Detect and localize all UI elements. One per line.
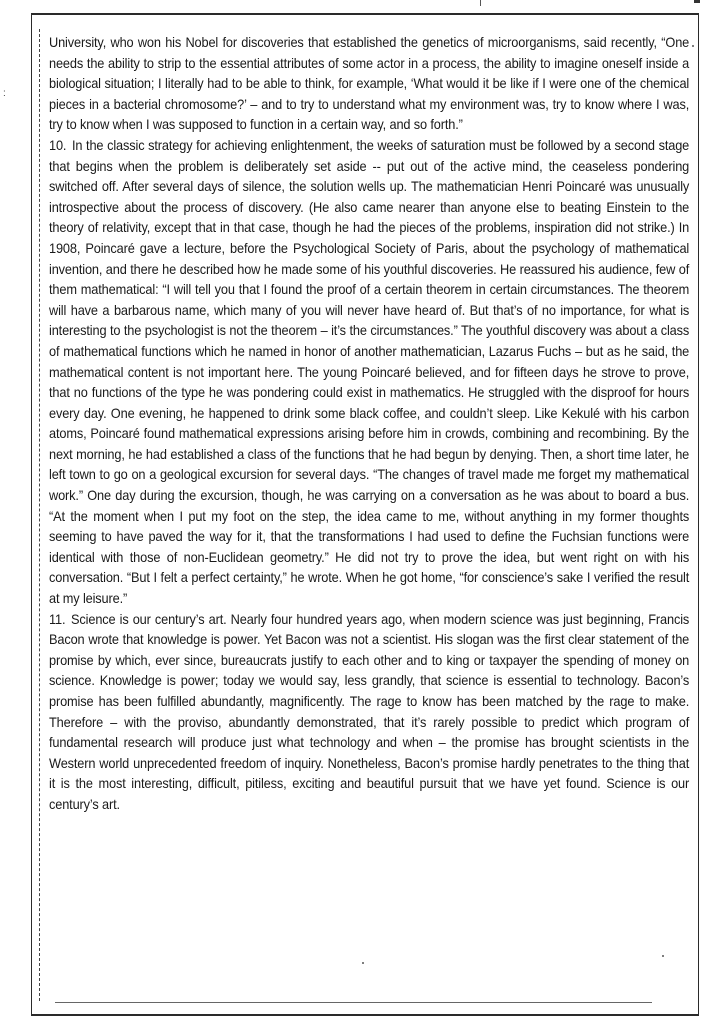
document-body (49, 33, 689, 816)
paragraph-continuation (49, 33, 689, 136)
paragraph-text: Science is our century’s art. Nearly four hundred years ago, when modern science was just beginning, Francis Bacon wrote that knowledge is power. Yet Bacon was not a scientist. His slogan was the first clear statement of the promise by which, ever since, bureaucrats justify to each other and to king or taxpayer the spending of money on science. Knowledge is power; today we would say, less grandly, that science is essential to technology. Bacon’s promise has been fulfilled abundantly, magnificently. The rage to know has been matched by the rage to make. Therefore – with the proviso, abundantly demonstrated, that it’s rarely possible to predict which program of fundamental research will produce just what technology and when – the promise has brought scientists in the Western world unprecedented freedom of inquiry. Nonetheless, Bacon’s promise hardly penetrates to the thing that it is the most interesting, difficult, pitiless, exciting and beautiful pursuit that we have yet found. Science is our century’s art. (49, 611, 690, 812)
scan-tick-mark (480, 0, 481, 6)
paragraph-number: 10. (49, 137, 67, 153)
scan-speck (692, 45, 694, 47)
bottom-rule (55, 1002, 652, 1003)
left-margin-rule (39, 29, 41, 1001)
paragraph-11 (49, 610, 689, 816)
paragraph-text: In the classic strategy for achieving enlightenment, the weeks of saturation must be followed by a second stage that begins when the problem is deliberately set aside -- put out of the active mind, the ceaseless pondering switched off. After several days of silence, the solution wells up. The mathematician Henri Poincaré was unusually introspective about the process of discovery. (He also came nearer than anyone else to beating Einstein to the theory of relativity, except that in that case, though he had the pieces of the problems, inspiration did not strike.) In 1908, Poincaré gave a lecture, before the Psychological Society of Paris, about the psychology of mathematical invention, and there he described how he made some of his youthful discoveries. He reassured his audience, few of them mathematical: “I will tell you that I found the proof of a certain theorem in certain circumstances. The theorem will have a barbarous name, which many of you will never have heard of. But that’s of no importance, for what is interesting to the psychologist is not the theorem – it’s the circumstances.” The youthful discovery was about a class of mathematical functions which he named in honor of another mathematician, Lazarus Fuchs – but as he said, the mathematical content is not important here. The young Poincaré believed, and for fifteen days he strove to prove, that no functions of the type he was pondering could exist in mathematics. He struggled with the disproof for hours every day. One evening, he happened to drink some black coffee, and couldn’t sleep. Like Kekulé with his carbon atoms, Poincaré found mathematical expressions arising before him in crowds, combining and recombining. By the next morning, he had established a class of the functions that he had begun by denying. Then, a short time later, he left town to go on a geological excursion for several days. “The changes of travel made me forget my mathematical work.” One day during the excursion, though, he was carrying on a conversation as he was about to board a bus. “At the moment when I put my foot on the step, the idea came to me, without anything in my former thoughts seeming to have paved the way for it, that the transformations I had used to define the Fuchsian functions were identical with those of non-Euclidean geometry.” He did not try to prove the idea, but went right on with his conversation. “But I felt a perfect certainty,” he wrote. When he got home, “for conscience’s sake I verified the result at my leisure.” (49, 137, 690, 607)
paragraph-10 (49, 136, 689, 610)
paragraph-text: University, who won his Nobel for discoveries that established the genetics of microorganisms, said recently, “One needs the ability to strip to the essential attributes of some actor in a process, the ability to imagine oneself inside a biological situation; I literally had to be able to think, for example, ‘What would it be like if I were one of the chemical pieces in a bacterial chromosome?’ – and to try to understand what my environment was, try to know where I was, try to know when I was supposed to function in a certain way, and so forth.” (49, 35, 690, 133)
scan-corner-mark (694, 0, 700, 3)
scan-speck (362, 962, 364, 964)
margin-mark: : (3, 88, 6, 99)
paragraph-number: 11. (49, 611, 66, 627)
scan-speck (662, 955, 664, 957)
text-frame (31, 13, 699, 1016)
